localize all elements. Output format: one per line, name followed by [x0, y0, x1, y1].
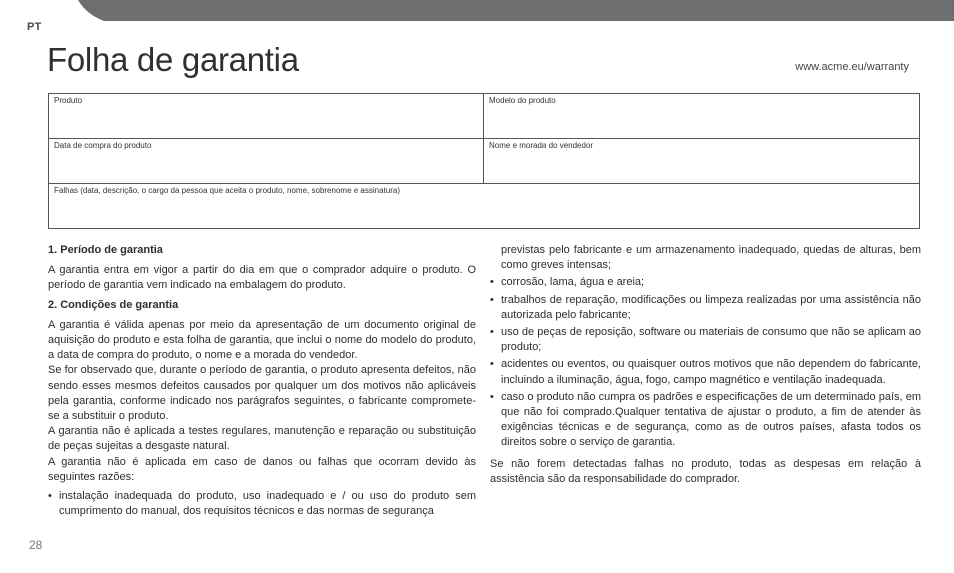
- section-heading-warranty-period: 1. Período de garantia: [48, 244, 163, 256]
- faults-field[interactable]: [49, 184, 919, 228]
- language-code: PT: [27, 21, 42, 33]
- list-item: • corrosão, lama, água e areia;: [490, 275, 921, 290]
- purchase-date-field-label: Data de compra do produto: [54, 141, 152, 150]
- paragraph-conditions-validity: A garantia é válida apenas por meio da apresentação de um documento original de aquisição do produto e esta folha de garantia, que inclui o nome do modelo do produto, a data de compra do produto, o nome e a morada do vendedor.: [48, 318, 476, 362]
- product-model-field[interactable]: [484, 94, 919, 139]
- purchase-date-field[interactable]: [49, 139, 484, 184]
- list-item: • acidentes ou eventos, ou quaisquer outros motivos que não dependem do fabricante, incluindo a iluminação, água, fogo, campo magnético e ventilação inadequada.: [490, 357, 921, 387]
- list-item: • instalação inadequada do produto, uso inadequado e / ou uso do produto sem cumprimento do manual, dos requisitos técnicos e das normas de segurança: [48, 489, 476, 519]
- paragraph-warranty-period: A garantia entra em vigor a partir do dia em que o comprador adquire o produto. O período de garantia vem indicado na embalagem do produto.: [48, 264, 476, 292]
- list-item-continuation: previstas pelo fabricante e um armazenamento inadequado, quedas de alturas, bem como greves intensas;: [501, 244, 921, 272]
- paragraph-conditions-exclusions: A garantia não é aplicada a testes regulares, manutenção e reparação ou substituição de peças sujeitas a desgaste natural.: [48, 425, 476, 453]
- exclusions-list-continued: [490, 275, 921, 450]
- product-field[interactable]: [49, 94, 484, 139]
- warranty-form-table: [48, 93, 920, 229]
- list-item: • uso de peças de reposição, software ou materiais de consumo que não se aplicam ao produto;: [490, 325, 921, 355]
- list-item: • trabalhos de reparação, modificações ou limpeza realizadas por uma assistência não autorizada pelo fabricante;: [490, 293, 921, 323]
- section-heading-warranty-conditions: 2. Condições de garantia: [48, 298, 179, 311]
- warranty-url: www.acme.eu/warranty: [795, 61, 909, 73]
- left-column: [48, 243, 476, 521]
- paragraph-conditions-damage: A garantia não é aplicada em caso de danos ou falhas que ocorram devido às seguintes razões:: [48, 455, 476, 483]
- exclusions-list: [48, 489, 476, 519]
- right-column: [490, 243, 921, 487]
- product-field-label: Produto: [54, 96, 83, 105]
- faults-field-label: Falhas (data, descrição, o cargo da pessoa que aceita o produto, nome, sobrenome e assinatura): [54, 186, 400, 195]
- paragraph-closing: Se não forem detectadas falhas no produto, todas as despesas em relação à assistência são da responsabilidade do comprador.: [490, 457, 921, 485]
- paragraph-conditions-defects: Se for observado que, durante o período de garantia, o produto apresenta defeitos, não sendo esses mesmos defeitos causados por qualquer um dos motivos não aplicáveis pela garantia, conforme indicado nos parágrafos seguintes, o fabricante compromete-se a substituir o produto.: [48, 364, 476, 423]
- header-band: [0, 0, 954, 21]
- seller-field[interactable]: [484, 139, 919, 184]
- page-title: Folha de garantia: [47, 41, 299, 78]
- seller-field-label: Nome e morada do vendedor: [489, 141, 594, 150]
- product-model-field-label: Modelo do produto: [489, 96, 556, 105]
- page-number: 28: [29, 538, 43, 552]
- list-item: • caso o produto não cumpra os padrões e especificações de um determinado país, em que não foi comprado.Qualquer tentativa de ajustar o produto, a fim de atender às exigências técnicas e de segurança, como as de outros países, afasta todos os direitos sobre o serviço de garantia.: [490, 390, 921, 451]
